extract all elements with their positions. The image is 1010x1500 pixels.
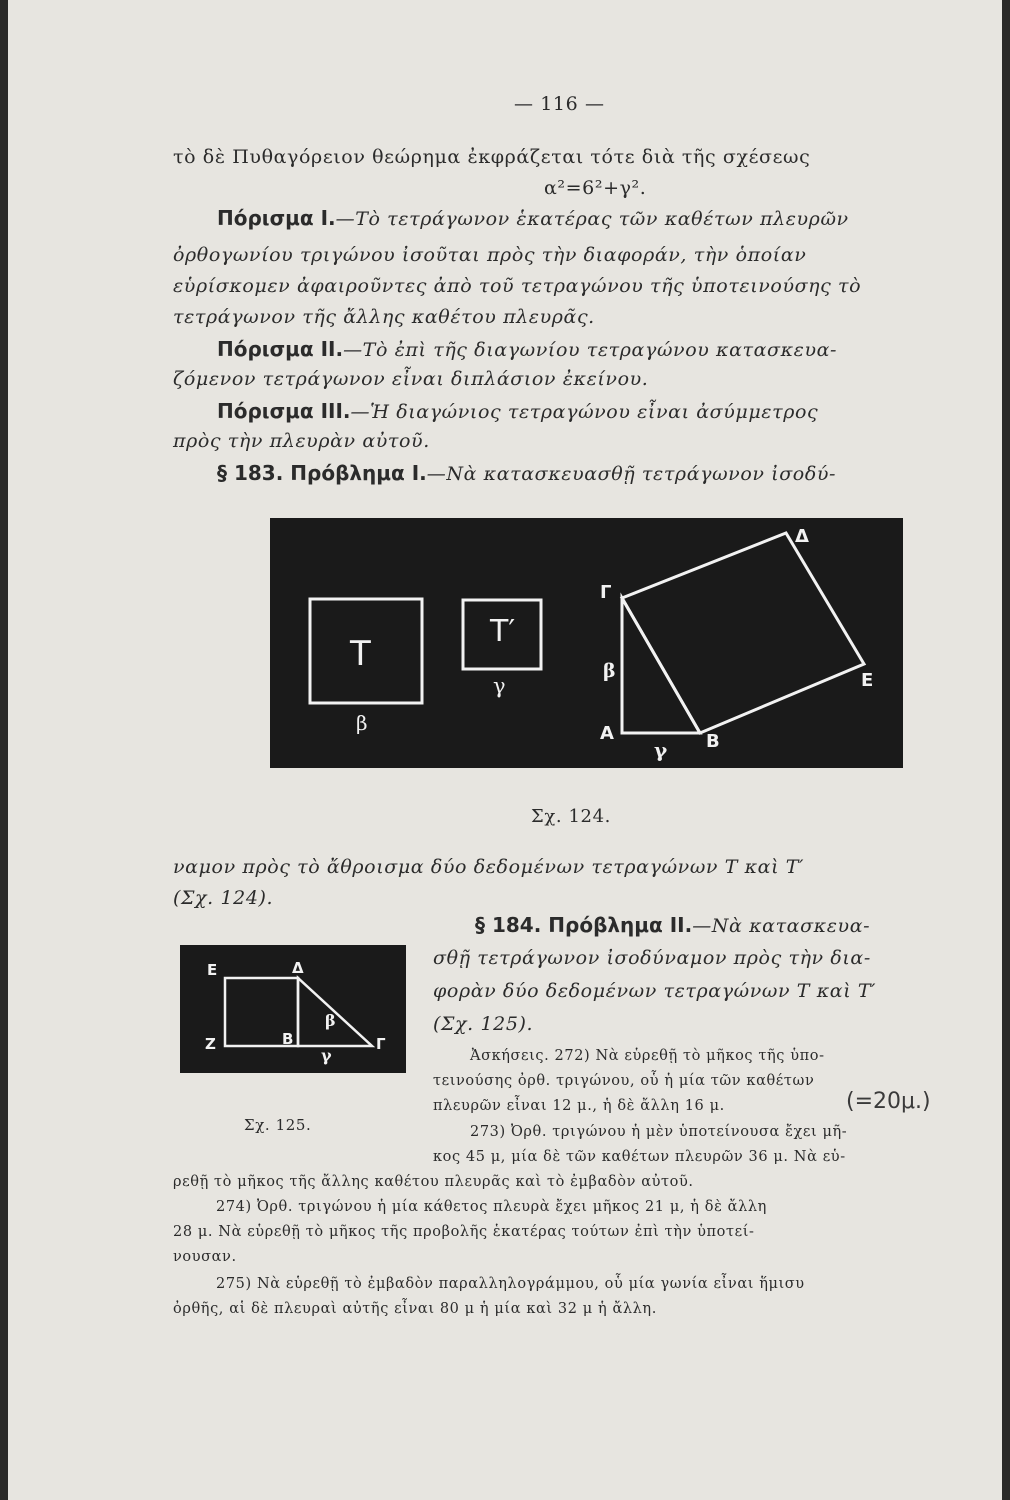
text-line: (Σχ. 125). [433, 1013, 534, 1035]
exercise-line: 273) Ὀρθ. τριγώνου ἡ μὲν ὑποτείνουσα ἔχει μῆ- [470, 1124, 848, 1140]
exercise-line: 275) Νὰ εὑρεθῇ τὸ ἐμβαδὸν παραλληλογράμμου, οὗ μία γωνία εἶναι ἥμισυ [216, 1276, 805, 1292]
exercise-line: 274) Ὀρθ. τριγώνου ἡ μία κάθετος πλευρὰ ἔχει μῆκος 21 μ, ἡ δὲ ἄλλη [216, 1199, 767, 1215]
label-A: Α [600, 723, 614, 744]
exercise-line: τεινούσης ὀρθ. τριγώνου, οὗ ἡ μία τῶν καθέτων [433, 1073, 815, 1089]
label-Z: Ζ [205, 1035, 216, 1053]
text-line: ὀρθογωνίου τριγώνου ἰσοῦται πρὸς τὴν διαφοράν, τὴν ὁποίαν [173, 244, 807, 266]
exercise-line: ὀρθῆς, αἱ δὲ πλευραὶ αὐτῆς εἶναι 80 μ ἡ μία καὶ 32 μ ἡ ἄλλη. [173, 1301, 657, 1317]
label-Gamma: Γ [600, 582, 612, 603]
label-side-beta: β [603, 660, 616, 682]
exercise-line: 28 μ. Νὰ εὑρεθῇ τὸ μῆκος τῆς προβολῆς ἑκατέρας τούτων ἐπὶ τὴν ὑποτεί- [173, 1224, 755, 1240]
square-on-hypotenuse [622, 533, 864, 733]
section-184-label: § 184. Πρόβλημα II. [475, 913, 693, 937]
text-line: εὑρίσκομεν ἀφαιροῦντες ἀπὸ τοῦ τετραγώνου τῆς ὑποτεινούσης τὸ [173, 275, 862, 297]
handwritten-annotation: (=20μ.) [846, 1089, 931, 1114]
label-Delta: Δ [795, 526, 809, 547]
section-183-line [217, 461, 836, 485]
exercise-line: νουσαν. [173, 1249, 237, 1265]
page-number: — 116 — [514, 93, 605, 115]
caption-fig-125: Σχ. 125. [244, 1116, 312, 1134]
text-line: ζόμενον τετράγωνον εἶναι διπλάσιον ἐκείνου. [173, 368, 649, 390]
text-line: —Νὰ κατασκευασθῇ τετράγωνον ἰσοδύ- [426, 463, 837, 485]
label-T-prime: Τ′ [490, 614, 516, 649]
text-line: τετράγωνον τῆς ἄλλης καθέτου πλευρᾶς. [173, 306, 595, 328]
exercise-line: πλευρῶν εἶναι 12 μ., ἡ δὲ ἄλλη 16 μ. [433, 1098, 725, 1114]
text-line: (Σχ. 124). [173, 887, 274, 909]
text-line: φορὰν δύο δεδομένων τετραγώνων Τ καὶ Τ′ [433, 980, 877, 1002]
exercise-line: Ἀσκήσεις. 272) Νὰ εὑρεθῇ τὸ μῆκος τῆς ὑπο- [470, 1048, 825, 1064]
label-E: Ε [861, 670, 874, 691]
caption-fig-124: Σχ. 124. [531, 806, 611, 827]
exercise-line: ρεθῇ τὸ μῆκος τῆς ἄλλης καθέτου πλευρᾶς καὶ τὸ ἐμβαδὸν αὐτοῦ. [173, 1174, 694, 1190]
book-page [8, 0, 1002, 1500]
label-side-gamma: γ [654, 738, 668, 762]
text-line: σθῇ τετράγωνον ἰσοδύναμον πρὸς τὴν δια- [433, 947, 871, 969]
text-line: —Νὰ κατασκευα- [692, 915, 871, 937]
label-beta: β [356, 711, 368, 735]
porisma-1-label: Πόρισμα I. [217, 206, 336, 230]
label-T: Τ [350, 634, 371, 674]
label-Delta: Δ [292, 959, 304, 977]
formula: α²=6²+γ². [544, 177, 647, 199]
label-Gamma: Γ [376, 1035, 386, 1053]
text-line: —Τὸ ἐπὶ τῆς διαγωνίου τετραγώνου κατασκευα- [343, 339, 838, 361]
porisma-1-line [217, 206, 849, 230]
text-line: —Ἡ διαγώνιος τετραγώνου εἶναι ἀσύμμετρος [350, 401, 819, 423]
porisma-3-line [217, 399, 818, 423]
porisma-3-label: Πόρισμα III. [217, 399, 351, 423]
section-184-line [475, 913, 870, 937]
text-line: πρὸς τὴν πλευρὰν αὐτοῦ. [173, 430, 430, 452]
figure-124 [270, 518, 903, 768]
label-E: Ε [207, 961, 218, 979]
label-gamma: γ [493, 674, 506, 698]
figure-125 [180, 945, 406, 1073]
porisma-2-label: Πόρισμα II. [217, 337, 344, 361]
text-line: τὸ δὲ Πυθαγόρειον θεώρημα ἐκφράζεται τότε διὰ τῆς σχέσεως [173, 146, 811, 168]
porisma-2-line [217, 337, 837, 361]
section-183-label: § 183. Πρόβλημα I. [217, 461, 427, 485]
label-B: Β [706, 731, 720, 752]
text-line: ναμον πρὸς τὸ ἄθροισμα δύο δεδομένων τετραγώνων Τ καὶ Τ′ [173, 856, 804, 878]
label-B: Β [282, 1030, 294, 1048]
label-beta: β [325, 1011, 336, 1030]
label-gamma: γ [321, 1046, 332, 1065]
exercise-line: κος 45 μ, μία δὲ τῶν καθέτων πλευρῶν 36 μ. Νὰ εὑ- [433, 1149, 846, 1165]
right-triangle [622, 598, 700, 733]
text-line: —Τὸ τετράγωνον ἑκατέρας τῶν καθέτων πλευρῶν [335, 208, 849, 230]
